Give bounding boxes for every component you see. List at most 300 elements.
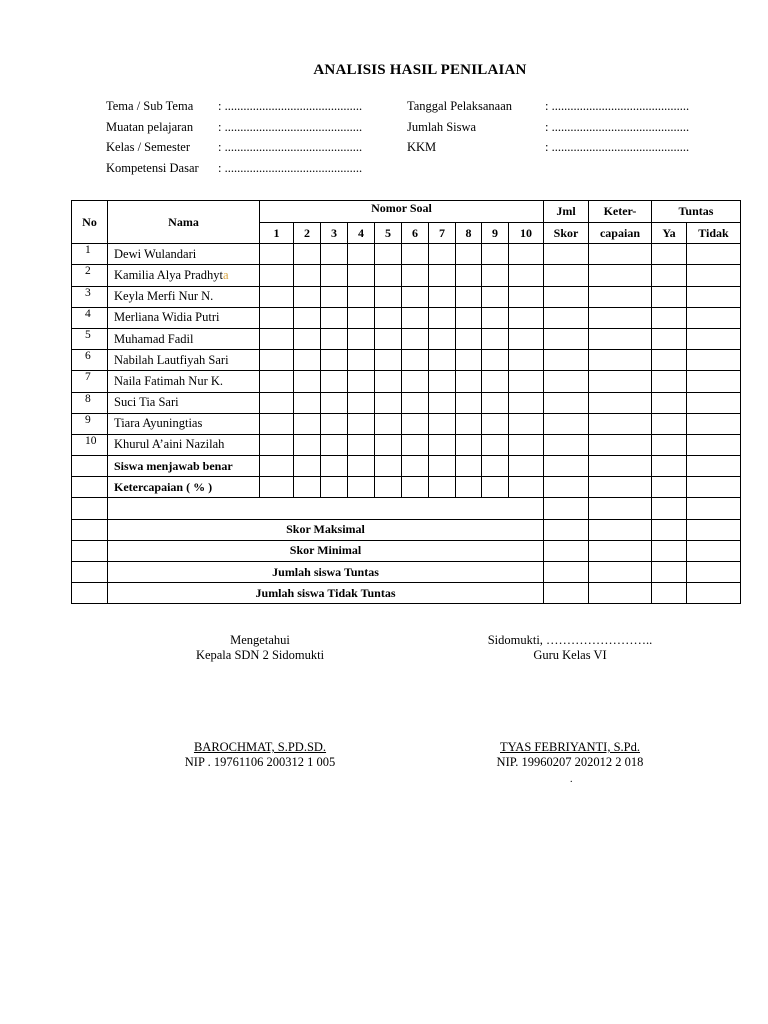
score-cell[interactable]: [652, 434, 687, 455]
score-cell[interactable]: [544, 392, 589, 413]
student-row: [72, 307, 741, 328]
student-name: Merliana Widia Putri: [114, 310, 220, 325]
student-no: 8: [72, 392, 108, 413]
score-cell[interactable]: [375, 244, 402, 265]
student-name: Kamilia Alya Pradhyt: [114, 267, 224, 282]
student-name-tail: a: [223, 267, 229, 282]
student-name-cell: [108, 413, 260, 434]
header-jml: Jml: [544, 201, 589, 223]
score-cell[interactable]: [589, 413, 652, 434]
signature-right-line1: Sidomukti, ……………………..: [487, 633, 653, 647]
score-cell[interactable]: [321, 244, 348, 265]
score-cell[interactable]: [260, 434, 294, 455]
header-soal-8: 8: [456, 223, 482, 244]
student-name: Muhamad Fadil: [114, 331, 194, 346]
student-row: [72, 392, 741, 413]
empty-no-cell: [72, 477, 108, 498]
student-name: Khurul A’aini Nazilah: [114, 437, 225, 452]
result-cell[interactable]: [687, 583, 741, 604]
score-cell[interactable]: [375, 413, 402, 434]
meta-label: Tanggal Pelaksanaan: [407, 99, 512, 113]
score-cell[interactable]: [402, 307, 429, 328]
score-cell[interactable]: [429, 307, 456, 328]
student-no: 10: [72, 434, 108, 455]
score-cell[interactable]: [589, 456, 652, 477]
footer-row-tuntas: [72, 562, 741, 583]
score-cell[interactable]: [348, 434, 375, 455]
student-name: Suci Tia Sari: [114, 395, 179, 410]
score-cell[interactable]: [456, 286, 482, 307]
header-soal-10: 10: [509, 223, 544, 244]
score-cell[interactable]: [402, 244, 429, 265]
empty-cell: [72, 519, 108, 540]
result-cell[interactable]: [652, 562, 687, 583]
result-cell[interactable]: [544, 498, 589, 519]
empty-cell: [108, 498, 544, 519]
result-cell[interactable]: [652, 583, 687, 604]
student-name: Naila Fatimah Nur K.: [114, 373, 224, 388]
header-nomor-soal: Nomor Soal: [260, 201, 544, 223]
student-name: Keyla Merfi Nur N.: [114, 289, 214, 304]
header-soal-9: 9: [482, 223, 509, 244]
student-no: 1: [72, 244, 108, 265]
student-name-cell: [108, 350, 260, 371]
score-cell[interactable]: [375, 392, 402, 413]
meta-left: [106, 96, 362, 178]
score-cell[interactable]: [652, 392, 687, 413]
result-cell[interactable]: [544, 519, 589, 540]
score-cell[interactable]: [260, 477, 294, 498]
score-cell[interactable]: [375, 265, 402, 286]
score-cell[interactable]: [294, 413, 321, 434]
score-cell[interactable]: [402, 434, 429, 455]
empty-cell: [72, 562, 108, 583]
score-cell[interactable]: [294, 328, 321, 349]
score-cell[interactable]: [687, 371, 741, 392]
result-cell[interactable]: [687, 498, 741, 519]
score-cell[interactable]: [544, 434, 589, 455]
signature-left-name: BAROCHMAT, S.PD.SD.: [193, 740, 327, 754]
score-cell[interactable]: [260, 244, 294, 265]
score-cell[interactable]: [375, 307, 402, 328]
student-name-cell: [108, 286, 260, 307]
student-row: [72, 371, 741, 392]
score-cell[interactable]: [429, 265, 456, 286]
result-cell[interactable]: [589, 562, 652, 583]
score-cell[interactable]: [589, 350, 652, 371]
student-name: Nabilah Lautfiyah Sari: [114, 352, 229, 367]
score-cell[interactable]: [294, 265, 321, 286]
meta-label: KKM: [407, 140, 437, 154]
score-cell[interactable]: [260, 456, 294, 477]
meta-label: Tema / Sub Tema: [106, 99, 194, 113]
score-cell[interactable]: [509, 392, 544, 413]
score-cell[interactable]: [589, 477, 652, 498]
header-skor: Skor: [544, 223, 589, 244]
score-cell[interactable]: [544, 456, 589, 477]
score-cell[interactable]: [687, 392, 741, 413]
score-cell[interactable]: [687, 244, 741, 265]
score-cell[interactable]: [456, 456, 482, 477]
meta-label: Kelas / Semester: [106, 140, 191, 154]
score-cell[interactable]: [294, 371, 321, 392]
score-cell[interactable]: [589, 307, 652, 328]
signature-left-line1: Mengetahui: [230, 633, 290, 647]
result-cell[interactable]: [652, 498, 687, 519]
score-cell[interactable]: [456, 307, 482, 328]
student-name-cell: [108, 307, 260, 328]
header-soal-2: 2: [294, 223, 321, 244]
score-cell[interactable]: [321, 350, 348, 371]
header-soal-1: 1: [260, 223, 294, 244]
score-cell[interactable]: [652, 265, 687, 286]
result-cell[interactable]: [687, 540, 741, 561]
score-cell[interactable]: [652, 244, 687, 265]
student-row: [72, 265, 741, 286]
meta-right: [407, 96, 689, 158]
result-cell[interactable]: [544, 540, 589, 561]
score-cell[interactable]: [652, 456, 687, 477]
student-no: 3: [72, 286, 108, 307]
score-cell[interactable]: [652, 350, 687, 371]
score-cell[interactable]: [260, 350, 294, 371]
score-cell[interactable]: [348, 350, 375, 371]
student-name-cell: [108, 434, 260, 455]
score-cell[interactable]: [589, 286, 652, 307]
score-cell[interactable]: [509, 350, 544, 371]
header-soal-5: 5: [375, 223, 402, 244]
score-cell[interactable]: [544, 350, 589, 371]
score-cell[interactable]: [456, 434, 482, 455]
meta-row-tema: [106, 96, 362, 117]
score-cell[interactable]: [348, 328, 375, 349]
score-cell[interactable]: [429, 350, 456, 371]
score-cell[interactable]: [456, 413, 482, 434]
score-cell[interactable]: [429, 328, 456, 349]
score-cell[interactable]: [652, 286, 687, 307]
meta-row-kkm: [407, 137, 689, 158]
student-no: 7: [72, 371, 108, 392]
signature-left: [150, 633, 370, 770]
footer-label: Skor Minimal: [108, 540, 544, 561]
score-cell[interactable]: [509, 413, 544, 434]
meta-row-muatan: [106, 117, 362, 138]
trailing-mark: .: [570, 774, 573, 785]
footer-label: Jumlah siswa Tuntas: [108, 562, 544, 583]
result-cell[interactable]: [544, 562, 589, 583]
score-cell[interactable]: [348, 456, 375, 477]
score-cell[interactable]: [544, 413, 589, 434]
empty-cell: [72, 583, 108, 604]
meta-value: : ............................................: [218, 99, 363, 113]
score-cell[interactable]: [375, 434, 402, 455]
score-cell[interactable]: [402, 265, 429, 286]
score-cell[interactable]: [687, 413, 741, 434]
score-cell[interactable]: [482, 434, 509, 455]
meta-value: : ............................................: [545, 99, 690, 113]
student-no: 6: [72, 350, 108, 371]
score-cell[interactable]: [509, 244, 544, 265]
score-cell[interactable]: [482, 477, 509, 498]
score-cell[interactable]: [260, 265, 294, 286]
score-cell[interactable]: [456, 244, 482, 265]
score-cell[interactable]: [509, 286, 544, 307]
score-cell[interactable]: [375, 371, 402, 392]
score-cell[interactable]: [509, 477, 544, 498]
score-cell[interactable]: [429, 286, 456, 307]
student-row: [72, 434, 741, 455]
header-nama: Nama: [108, 201, 260, 244]
result-cell[interactable]: [589, 519, 652, 540]
student-row: [72, 286, 741, 307]
score-cell[interactable]: [402, 350, 429, 371]
meta-row-kelas: [106, 137, 362, 158]
assessment-table: [71, 200, 741, 604]
score-cell[interactable]: [260, 328, 294, 349]
score-cell[interactable]: [260, 371, 294, 392]
header-no: No: [72, 201, 108, 244]
score-cell[interactable]: [652, 413, 687, 434]
header-ya: Ya: [652, 223, 687, 244]
score-cell[interactable]: [652, 307, 687, 328]
signature-right-nip: NIP. 19960207 202012 2 018: [496, 755, 644, 769]
score-cell[interactable]: [482, 350, 509, 371]
score-cell[interactable]: [429, 434, 456, 455]
meta-value: : ............................................: [545, 140, 690, 154]
student-row: [72, 328, 741, 349]
score-cell[interactable]: [544, 328, 589, 349]
student-no: 2: [72, 265, 108, 286]
empty-cell: [72, 540, 108, 561]
score-cell[interactable]: [509, 328, 544, 349]
header-soal-3: 3: [321, 223, 348, 244]
score-cell[interactable]: [321, 328, 348, 349]
score-cell[interactable]: [294, 434, 321, 455]
score-cell[interactable]: [402, 328, 429, 349]
score-cell[interactable]: [375, 477, 402, 498]
empty-cell: [72, 498, 108, 519]
student-name-cell: [108, 392, 260, 413]
meta-row-jumlah-siswa: [407, 117, 689, 138]
score-cell[interactable]: [294, 244, 321, 265]
signature-right-line2: Guru Kelas VI: [533, 648, 607, 662]
score-cell[interactable]: [402, 413, 429, 434]
student-name-cell: [108, 244, 260, 265]
score-cell[interactable]: [348, 477, 375, 498]
blank-row: [72, 498, 741, 519]
score-cell[interactable]: [348, 265, 375, 286]
page-title: ANALISIS HASIL PENILAIAN: [313, 62, 527, 78]
score-cell[interactable]: [456, 371, 482, 392]
student-name-cell: [108, 265, 260, 286]
empty-no-cell: [72, 456, 108, 477]
score-cell[interactable]: [294, 307, 321, 328]
student-name: Dewi Wulandari: [114, 246, 197, 261]
score-cell[interactable]: [402, 371, 429, 392]
score-cell[interactable]: [260, 307, 294, 328]
summary-label: Siswa menjawab benar: [108, 456, 260, 477]
header-soal-6: 6: [402, 223, 429, 244]
signature-right: [460, 633, 680, 770]
summary-benar-row: [72, 456, 741, 477]
score-cell[interactable]: [687, 328, 741, 349]
result-cell[interactable]: [652, 540, 687, 561]
student-name-cell: [108, 328, 260, 349]
header-row-1: [72, 201, 741, 223]
score-cell[interactable]: [687, 307, 741, 328]
student-row: [72, 244, 741, 265]
footer-row-skor-min: [72, 540, 741, 561]
score-cell[interactable]: [294, 350, 321, 371]
score-cell[interactable]: [375, 328, 402, 349]
score-cell[interactable]: [509, 307, 544, 328]
student-no: 5: [72, 328, 108, 349]
score-cell[interactable]: [321, 307, 348, 328]
student-no: 9: [72, 413, 108, 434]
score-cell[interactable]: [544, 477, 589, 498]
score-cell[interactable]: [348, 244, 375, 265]
meta-value: : ............................................: [218, 140, 363, 154]
score-cell[interactable]: [260, 413, 294, 434]
score-cell[interactable]: [456, 350, 482, 371]
score-cell[interactable]: [589, 371, 652, 392]
student-row: [72, 350, 741, 371]
score-cell[interactable]: [544, 371, 589, 392]
score-cell[interactable]: [429, 477, 456, 498]
signature-left-nip: NIP . 19761106 200312 1 005: [184, 755, 336, 769]
score-cell[interactable]: [509, 265, 544, 286]
score-cell[interactable]: [321, 265, 348, 286]
score-cell[interactable]: [509, 371, 544, 392]
score-cell[interactable]: [375, 456, 402, 477]
footer-row-tidak-tuntas: [72, 583, 741, 604]
score-cell[interactable]: [456, 477, 482, 498]
summary-label: Ketercapaian ( % ): [108, 477, 260, 498]
score-cell[interactable]: [321, 392, 348, 413]
score-cell[interactable]: [509, 434, 544, 455]
score-cell[interactable]: [321, 286, 348, 307]
score-cell[interactable]: [402, 286, 429, 307]
student-row: [72, 413, 741, 434]
score-cell[interactable]: [544, 307, 589, 328]
score-cell[interactable]: [509, 456, 544, 477]
score-cell[interactable]: [544, 265, 589, 286]
signature-right-name: TYAS FEBRIYANTI, S.Pd.: [500, 740, 640, 754]
result-cell[interactable]: [544, 583, 589, 604]
score-cell[interactable]: [429, 413, 456, 434]
score-cell[interactable]: [652, 371, 687, 392]
footer-row-skor-maks: [72, 519, 741, 540]
score-cell[interactable]: [589, 265, 652, 286]
score-cell[interactable]: [321, 434, 348, 455]
student-name: Tiara Ayuningtias: [114, 416, 203, 431]
score-cell[interactable]: [321, 477, 348, 498]
score-cell[interactable]: [456, 328, 482, 349]
result-cell[interactable]: [652, 519, 687, 540]
score-cell[interactable]: [402, 456, 429, 477]
score-cell[interactable]: [482, 244, 509, 265]
result-cell[interactable]: [589, 498, 652, 519]
score-cell[interactable]: [482, 371, 509, 392]
score-cell[interactable]: [544, 286, 589, 307]
result-cell[interactable]: [589, 583, 652, 604]
footer-label: Skor Maksimal: [108, 519, 544, 540]
score-cell[interactable]: [375, 286, 402, 307]
header-soal-7: 7: [429, 223, 456, 244]
score-cell[interactable]: [348, 413, 375, 434]
score-cell[interactable]: [456, 392, 482, 413]
score-cell[interactable]: [687, 286, 741, 307]
student-name-cell: [108, 371, 260, 392]
score-cell[interactable]: [294, 477, 321, 498]
score-cell[interactable]: [589, 434, 652, 455]
score-cell[interactable]: [482, 392, 509, 413]
score-cell[interactable]: [482, 413, 509, 434]
signature-left-line2: Kepala SDN 2 Sidomukti: [195, 648, 325, 662]
score-cell[interactable]: [589, 244, 652, 265]
score-cell[interactable]: [348, 371, 375, 392]
score-cell[interactable]: [687, 265, 741, 286]
score-cell[interactable]: [687, 434, 741, 455]
score-cell[interactable]: [321, 456, 348, 477]
score-cell[interactable]: [482, 456, 509, 477]
score-cell[interactable]: [321, 371, 348, 392]
score-cell[interactable]: [429, 371, 456, 392]
meta-label: Muatan pelajaran: [106, 119, 194, 134]
result-cell[interactable]: [687, 519, 741, 540]
score-cell[interactable]: [482, 328, 509, 349]
score-cell[interactable]: [482, 265, 509, 286]
meta-value: : ............................................: [218, 160, 363, 175]
score-cell[interactable]: [348, 307, 375, 328]
score-cell[interactable]: [482, 286, 509, 307]
score-cell[interactable]: [429, 392, 456, 413]
score-cell[interactable]: [429, 244, 456, 265]
result-cell[interactable]: [589, 540, 652, 561]
score-cell[interactable]: [402, 477, 429, 498]
score-cell[interactable]: [429, 456, 456, 477]
score-cell[interactable]: [652, 328, 687, 349]
header-keter: Keter-: [589, 201, 652, 223]
score-cell[interactable]: [687, 456, 741, 477]
score-cell[interactable]: [321, 413, 348, 434]
score-cell[interactable]: [260, 392, 294, 413]
score-cell[interactable]: [375, 350, 402, 371]
score-cell[interactable]: [348, 392, 375, 413]
meta-label: Jumlah Siswa: [407, 119, 477, 134]
summary-ketercapaian-row: [72, 477, 741, 498]
score-cell[interactable]: [589, 328, 652, 349]
score-cell[interactable]: [402, 392, 429, 413]
score-cell[interactable]: [687, 477, 741, 498]
score-cell[interactable]: [294, 456, 321, 477]
result-cell[interactable]: [687, 562, 741, 583]
score-cell[interactable]: [482, 307, 509, 328]
score-cell[interactable]: [589, 392, 652, 413]
meta-row-tanggal: [407, 96, 689, 117]
score-cell[interactable]: [294, 392, 321, 413]
score-cell[interactable]: [687, 350, 741, 371]
header-tidak: Tidak: [687, 223, 741, 244]
score-cell[interactable]: [348, 286, 375, 307]
score-cell[interactable]: [294, 286, 321, 307]
score-cell[interactable]: [544, 244, 589, 265]
score-cell[interactable]: [652, 477, 687, 498]
header-capaian: capaian: [589, 223, 652, 244]
score-cell[interactable]: [456, 265, 482, 286]
score-cell[interactable]: [260, 286, 294, 307]
header-soal-4: 4: [348, 223, 375, 244]
